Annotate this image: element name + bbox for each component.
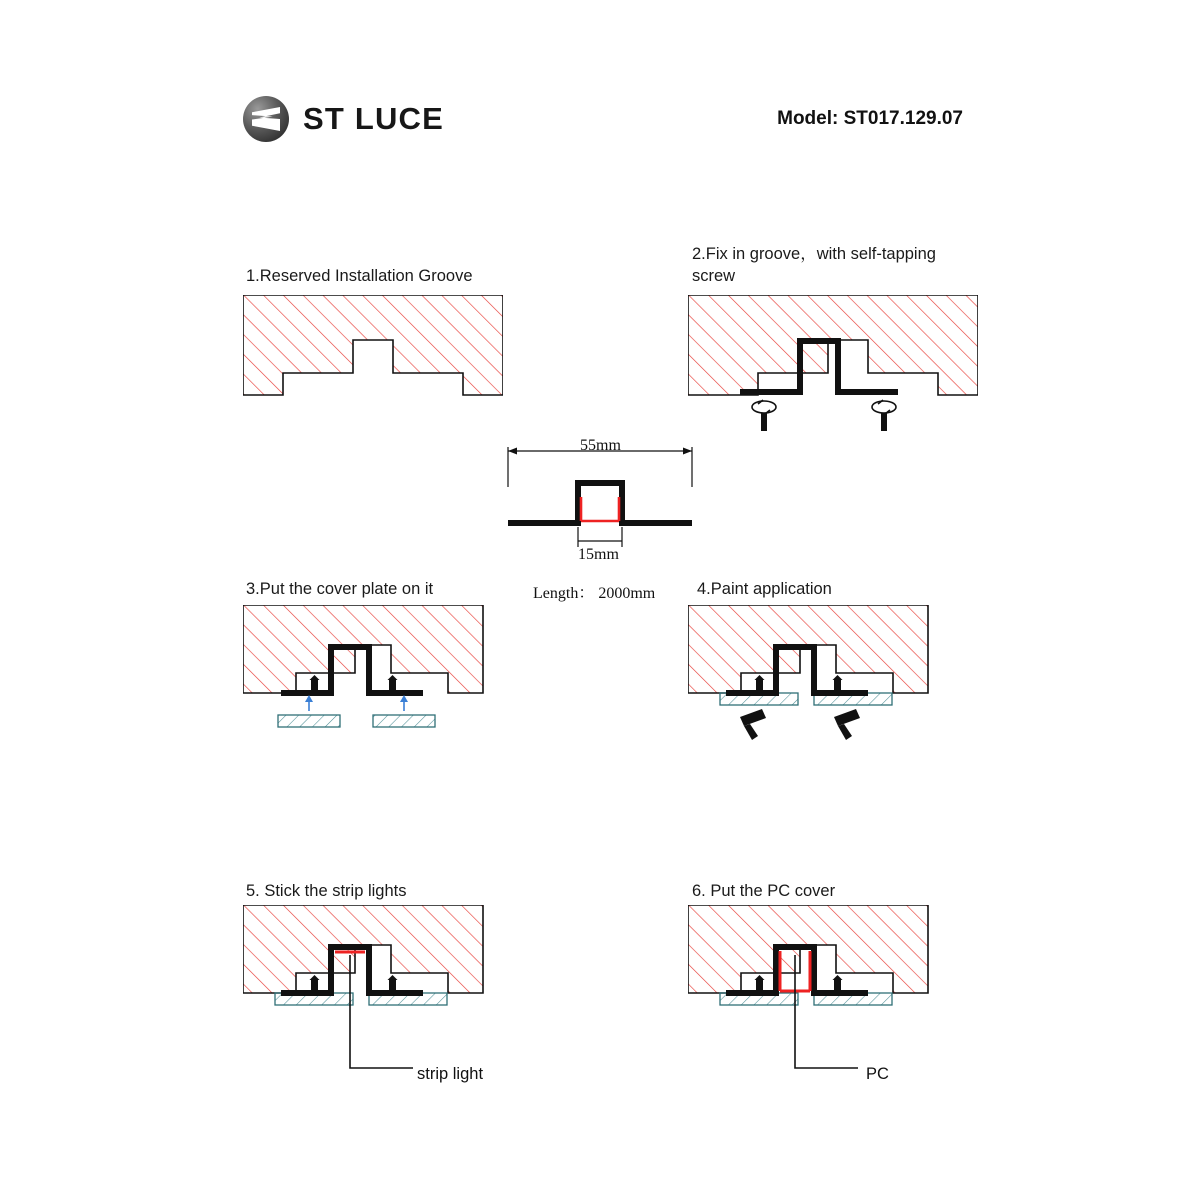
cover-plate-left [278, 715, 340, 727]
width-dimension-label: 55mm [580, 437, 621, 454]
step-1-caption: 1.Reserved Installation Groove [246, 267, 473, 285]
step-4-figure [688, 605, 978, 750]
wall-section [243, 295, 503, 395]
callout-label-pc: PC [866, 1065, 889, 1083]
profile-cross-section [508, 483, 692, 523]
paint-tool-left [740, 709, 766, 740]
step-5-caption: 5. Stick the strip lights [246, 882, 407, 900]
screw-left [755, 675, 765, 694]
step-6-figure [688, 905, 988, 1105]
step-3-caption: 3.Put the cover plate on it [246, 580, 434, 598]
screw-right [388, 675, 398, 694]
step-2-caption: 2.Fix in groove，with self-tapping screw [692, 245, 936, 286]
arrow-up-left [305, 695, 313, 711]
screw-left [310, 675, 320, 694]
screw-left [752, 400, 776, 431]
screw-left [310, 975, 320, 994]
screw-right [388, 975, 398, 994]
step-6-caption: 6. Put the PC cover [692, 882, 836, 900]
step-2-figure [688, 295, 978, 445]
cover-plate-right [373, 715, 435, 727]
header [243, 96, 963, 152]
st-luce-logo-icon [243, 96, 289, 142]
step-1-figure [243, 295, 503, 415]
height-dimension-label: 15mm [578, 546, 619, 563]
step-3-figure [243, 605, 533, 750]
screw-right [833, 975, 843, 994]
callout-label-strip-light: strip light [417, 1065, 484, 1083]
paint-tool-right [834, 709, 860, 740]
arrow-up-right [400, 695, 408, 711]
wall-section [688, 295, 978, 395]
step-5-figure [243, 905, 543, 1105]
screw-right [872, 400, 896, 431]
step-4-caption: 4.Paint application [697, 580, 832, 598]
brand [243, 96, 444, 142]
model-label: Model: ST017.129.07 [777, 108, 963, 129]
length-label: Length： 2000mm [533, 585, 656, 602]
brand-name: ST LUCE [303, 101, 445, 136]
screw-right [833, 675, 843, 694]
led-channel [581, 497, 619, 521]
screw-left [755, 975, 765, 994]
